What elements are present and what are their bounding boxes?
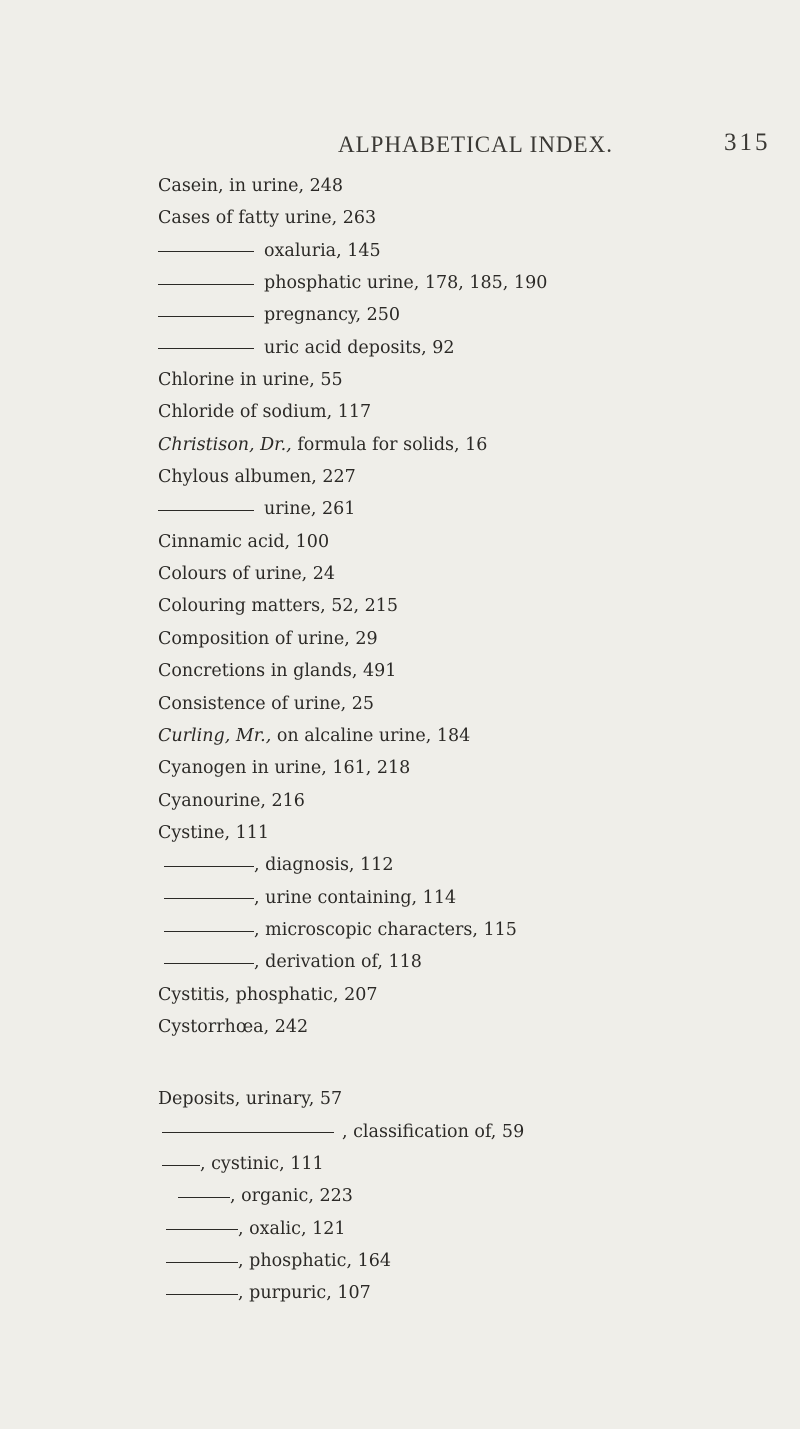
author-name: Curling, Mr., — [158, 725, 272, 746]
ditto-rule — [166, 1229, 238, 1230]
ditto-rule — [178, 1197, 230, 1198]
ditto-rule — [164, 963, 254, 964]
ditto-rule — [158, 251, 254, 252]
index-entry: Chloride of sodium, 117 — [158, 402, 372, 423]
index-subentry: uric acid deposits, 92 — [158, 332, 758, 364]
index-subentry: phosphatic urine, 178, 185, 190 — [158, 267, 758, 299]
ditto-rule — [158, 510, 254, 511]
index-entry: Concretions in glands, 491 — [158, 661, 397, 682]
index-subentry: , diagnosis, 112 — [158, 849, 758, 881]
ditto-rule — [164, 866, 254, 867]
ditto-rule — [166, 1262, 238, 1263]
index-entry: Cinnamic acid, 100 — [158, 531, 330, 552]
index-entry: Colouring matters, 52, 215 — [158, 596, 399, 617]
index-subentry: oxaluria, 145 — [158, 235, 758, 267]
index-entry: Chylous albumen, 227 — [158, 467, 356, 488]
index-subentry: urine, 261 — [158, 493, 758, 525]
index-entry: Deposits, urinary, 57 — [158, 1089, 343, 1110]
index-subentry: , organic, 223 — [158, 1180, 758, 1212]
ditto-rule — [166, 1294, 238, 1295]
ditto-rule — [162, 1165, 200, 1166]
page-number: 315 — [724, 129, 771, 156]
ditto-rule — [162, 1132, 334, 1133]
index-subentry: pregnancy, 250 — [158, 299, 758, 331]
author-name: Christison, Dr., — [158, 434, 292, 455]
ditto-rule — [158, 316, 254, 317]
ditto-rule — [158, 284, 254, 285]
index-subentry: , oxalic, 121 — [158, 1213, 758, 1245]
index-list — [158, 170, 758, 1310]
index-subentry: , purpuric, 107 — [158, 1277, 758, 1309]
index-entry: Chlorine in urine, 55 — [158, 370, 343, 391]
ditto-rule — [158, 348, 254, 349]
index-entry: Cystine, 111 — [158, 822, 270, 843]
ditto-rule — [164, 898, 254, 899]
index-subentry: , classification of, 59 — [158, 1116, 758, 1148]
index-subentry: , urine containing, 114 — [158, 882, 758, 914]
index-subentry: , derivation of, 118 — [158, 946, 758, 978]
index-entry: Colours of urine, 24 — [158, 564, 336, 585]
index-subentry: , cystinic, 111 — [158, 1148, 758, 1180]
index-entry: Christison, Dr., formula for solids, 16 — [158, 429, 758, 461]
index-entry: Cystorrhœa, 242 — [158, 1016, 309, 1037]
index-entry: Cyanogen in urine, 161, 218 — [158, 758, 411, 779]
index-entry: Cyanourine, 216 — [158, 790, 305, 811]
index-entry: Cystitis, phosphatic, 207 — [158, 984, 378, 1005]
index-subentry: , phosphatic, 164 — [158, 1245, 758, 1277]
index-entry: Cases of fatty urine, 263 — [158, 208, 377, 229]
index-entry: Casein, in urine, 248 — [158, 176, 343, 196]
index-subentry: , microscopic characters, 115 — [158, 914, 758, 946]
ditto-rule — [164, 931, 254, 932]
index-entry: Consistence of urine, 25 — [158, 693, 374, 714]
index-entry: Curling, Mr., on alcaline urine, 184 — [158, 720, 758, 752]
index-entry: Composition of urine, 29 — [158, 628, 378, 649]
running-head: ALPHABETICAL INDEX. — [338, 132, 613, 157]
